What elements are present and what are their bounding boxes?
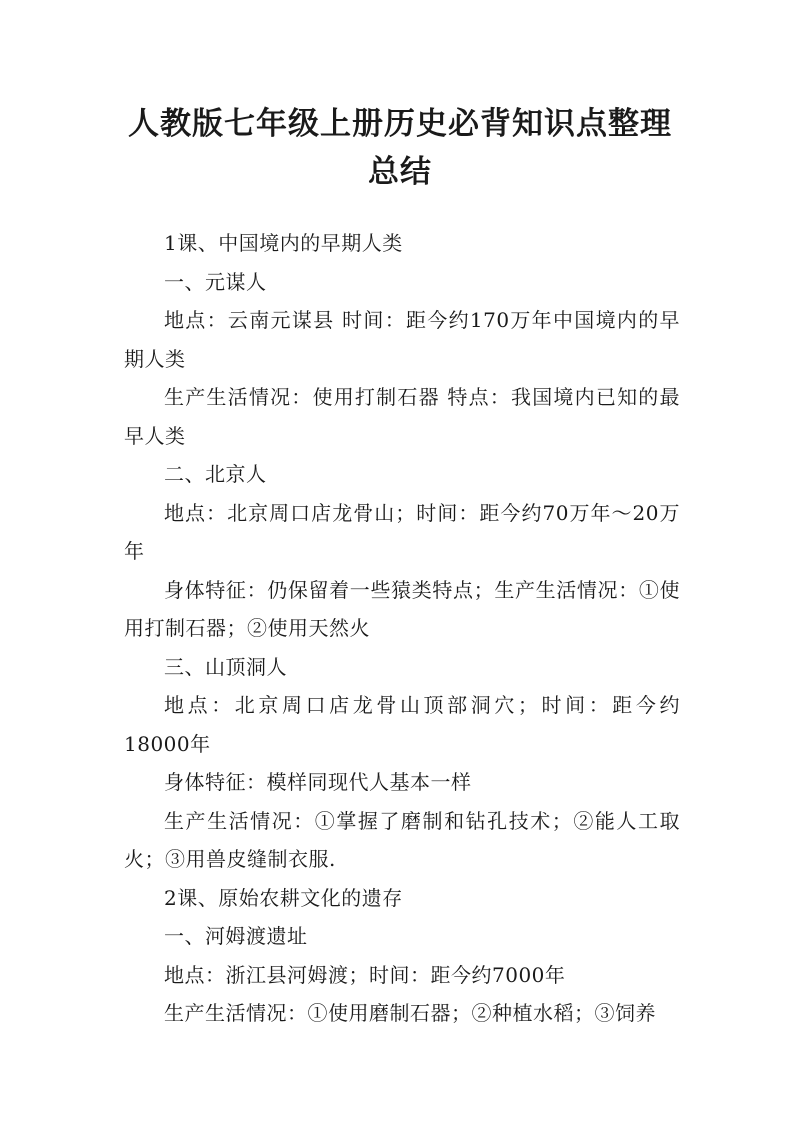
section-heading: 二、北京人 (164, 462, 267, 486)
paragraph: 生产生活情况：使用打制石器 特点：我国境内已知的最早人类 (124, 385, 680, 448)
paragraph: 生产生活情况：①掌握了磨制和钻孔技术；②能人工取火；③用兽皮缝制衣服. (124, 808, 680, 871)
paragraph: 生产生活情况：①使用磨制石器；②种植水稻；③饲养 (164, 1001, 656, 1025)
section-heading: 三、山顶洞人 (164, 654, 287, 679)
section-heading: 一、河姆渡遗址 (164, 924, 308, 948)
document-title: 人教版七年级上册历史必背知识点整理总结 (128, 106, 672, 190)
paragraph: 地点：浙江县河姆渡；时间：距今约7000年 (164, 962, 566, 987)
lesson-heading: 2课、原始农耕文化的遗存 (164, 885, 403, 910)
lesson-heading: 1课、中国境内的早期人类 (164, 231, 403, 255)
document-body (124, 224, 680, 1033)
paragraph: 地点：云南元谋县 时间：距今约170万年中国境内的早期人类 (124, 308, 680, 371)
paragraph: 身体特征：仍保留着一些猿类特点；生产生活情况：①使用打制石器；②使用天然火 (124, 577, 680, 640)
section-heading: 一、元谋人 (164, 269, 267, 294)
paragraph: 地点：北京周口店龙骨山；时间：距今约70万年～20万年 (124, 500, 680, 563)
paragraph: 身体特征：模样同现代人基本一样 (164, 770, 472, 794)
paragraph: 地点：北京周口店龙骨山顶部洞穴；时间：距今约18000年 (124, 693, 680, 756)
